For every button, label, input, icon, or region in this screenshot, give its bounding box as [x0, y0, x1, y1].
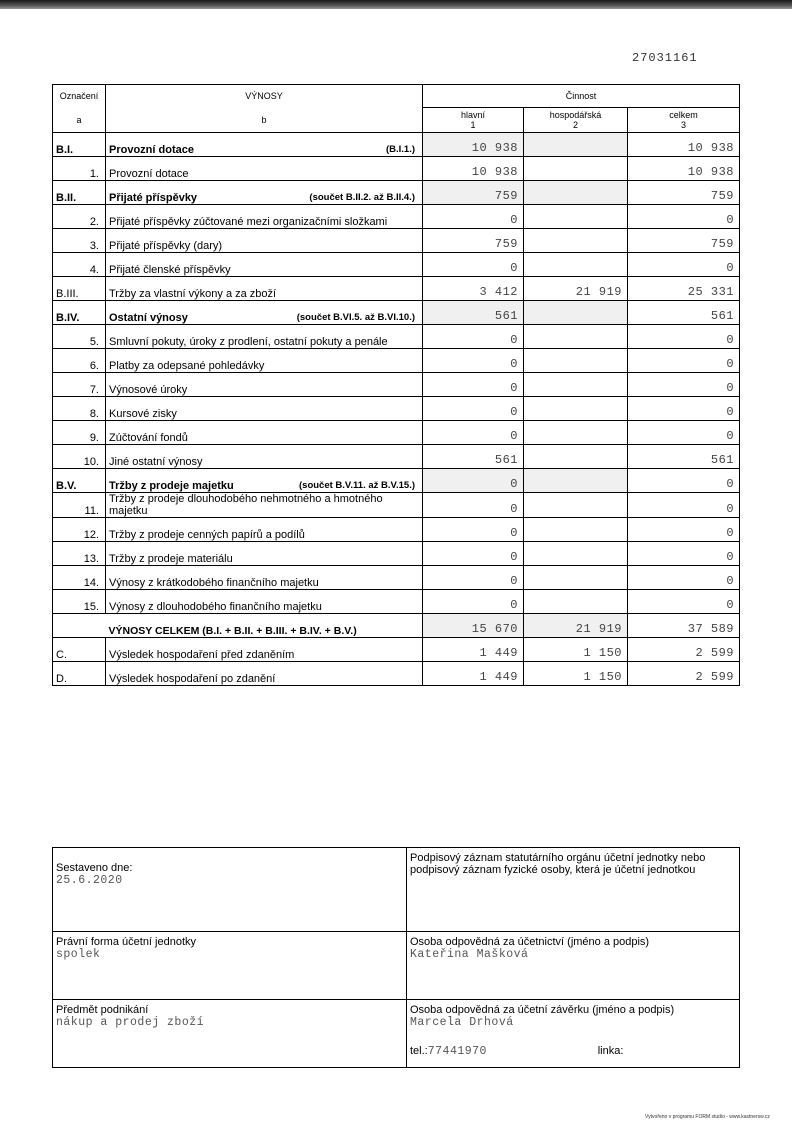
tel-value: 77441970 — [427, 1045, 487, 1058]
row-value-col2 — [524, 444, 628, 468]
row-label-cell — [106, 492, 423, 517]
row-label-cell — [106, 565, 423, 589]
row-value-col3: 0 — [628, 252, 740, 276]
table-row — [53, 444, 740, 468]
row-label-cell — [106, 324, 423, 348]
row-value-col2: 21 919 — [524, 276, 628, 300]
header-cinnost: Činnost — [423, 85, 740, 108]
row-code: 2. — [53, 204, 106, 228]
row-label: Výnosové úroky — [109, 383, 188, 396]
row-code: B.II. — [53, 180, 106, 204]
row-label: Přijaté příspěvky (dary) — [109, 239, 223, 252]
predmet-cell — [53, 1000, 407, 1068]
predmet-value: nákup a prodej zboží — [56, 1016, 205, 1029]
row-value-col2 — [524, 228, 628, 252]
row-sum-formula: (součet B.II.2. až B.II.4.) — [309, 191, 415, 203]
zaverka-label: Osoba odpovědná za účetní závěrku (jméno a podpis) — [410, 1004, 675, 1016]
row-value-col1: 759 — [423, 228, 524, 252]
table-row — [53, 661, 740, 685]
row-value-col3: 759 — [628, 180, 740, 204]
row-value-col1: 10 938 — [423, 132, 524, 156]
row-value-col1: 0 — [423, 324, 524, 348]
row-label: Platby za odepsané pohledávky — [109, 359, 265, 372]
table-row — [53, 204, 740, 228]
row-label: Tržby z prodeje cenných papírů a podílů — [109, 528, 305, 541]
row-value-col2 — [524, 180, 628, 204]
row-code: 3. — [53, 228, 106, 252]
row-value-col2 — [524, 204, 628, 228]
row-code: 8. — [53, 396, 106, 420]
row-value-col2: 1 150 — [524, 661, 628, 685]
table-row — [53, 252, 740, 276]
row-label: Výnosy z dlouhodobého finančního majetku — [109, 600, 322, 613]
row-value-col2 — [524, 156, 628, 180]
row-label-cell — [106, 276, 423, 300]
row-value-col3: 10 938 — [628, 156, 740, 180]
row-code: D. — [53, 661, 106, 685]
row-value-col1: 0 — [423, 492, 524, 517]
row-value-col1: 15 670 — [423, 613, 524, 637]
row-value-col2 — [524, 492, 628, 517]
tel-label: tel.: — [410, 1045, 428, 1057]
table-row — [53, 324, 740, 348]
row-value-col2: 21 919 — [524, 613, 628, 637]
ucetnictvi-label: Osoba odpovědná za účetnictví (jméno a podpis) — [410, 936, 650, 948]
row-label: Provozní dotace — [109, 167, 189, 180]
row-value-col2 — [524, 300, 628, 324]
row-label: Přijaté příspěvky zúčtované mezi organizačními složkami — [109, 215, 388, 228]
row-code: 1. — [53, 156, 106, 180]
linka-label: linka: — [597, 1045, 624, 1057]
row-label-cell — [106, 444, 423, 468]
row-label-cell — [106, 156, 423, 180]
row-label-cell — [106, 637, 423, 661]
row-value-col2 — [524, 396, 628, 420]
row-label-cell — [106, 541, 423, 565]
header-oznaceni: Označení — [53, 85, 106, 108]
table-row — [53, 468, 740, 492]
row-sum-formula: (součet B.VI.5. až B.VI.10.) — [296, 311, 415, 323]
row-label-cell — [106, 204, 423, 228]
header-col-1-num: 1 — [470, 119, 476, 130]
row-value-col1: 1 449 — [423, 661, 524, 685]
row-value-col1: 10 938 — [423, 156, 524, 180]
row-code: 10. — [53, 444, 106, 468]
row-sum-formula: (B.I.1.) — [385, 143, 415, 155]
row-value-col3: 0 — [628, 204, 740, 228]
header-row-1 — [53, 85, 740, 108]
table-row — [53, 613, 740, 637]
table-row — [53, 396, 740, 420]
row-label-cell — [106, 396, 423, 420]
row-value-col3: 561 — [628, 300, 740, 324]
row-value-col1: 561 — [423, 444, 524, 468]
table-row — [53, 565, 740, 589]
row-sum-formula: (součet B.V.11. až B.V.15.) — [299, 479, 415, 491]
row-code: 5. — [53, 324, 106, 348]
row-code: 15. — [53, 589, 106, 613]
header-col-3-num: 3 — [681, 119, 687, 130]
row-value-col1: 0 — [423, 252, 524, 276]
row-value-col3: 10 938 — [628, 132, 740, 156]
row-value-col2 — [524, 372, 628, 396]
row-value-col2 — [524, 132, 628, 156]
row-code: B.III. — [53, 276, 106, 300]
row-value-col3: 2 599 — [628, 661, 740, 685]
podpis-cell — [407, 848, 740, 932]
row-value-col1: 0 — [423, 396, 524, 420]
tel-line — [410, 1045, 736, 1058]
header-col-1-name: hlavní — [460, 109, 486, 120]
row-value-col3: 0 — [628, 492, 740, 517]
header-col-3-name: celkem — [669, 109, 698, 120]
zaverka-cell — [407, 1000, 740, 1068]
row-value-col1: 0 — [423, 468, 524, 492]
row-value-col2 — [524, 324, 628, 348]
signature-table — [52, 847, 740, 1068]
table-row — [53, 541, 740, 565]
row-label: Přijaté příspěvky — [109, 191, 198, 204]
row-value-col1: 0 — [423, 541, 524, 565]
credit-text: Vytvořeno v programu FORM studio - www.kastnersw.cz — [645, 1114, 770, 1120]
row-value-col2 — [524, 252, 628, 276]
table-row — [53, 276, 740, 300]
row-value-col1: 0 — [423, 420, 524, 444]
row-value-col3: 0 — [628, 372, 740, 396]
header-col-3 — [628, 108, 740, 133]
table-row — [53, 589, 740, 613]
sestaveno-value: 25.6.2020 — [56, 874, 123, 887]
row-value-col2 — [524, 468, 628, 492]
row-value-col1: 0 — [423, 372, 524, 396]
row-label-cell — [106, 180, 423, 204]
row-label: Tržby za vlastní výkony a za zboží — [109, 287, 277, 300]
header-col-1 — [423, 108, 524, 133]
row-code: C. — [53, 637, 106, 661]
row-label: Tržby z prodeje materiálu — [109, 552, 233, 565]
row-label: Výnosy z krátkodobého finančního majetku — [109, 576, 319, 589]
header-col-2-num: 2 — [572, 119, 578, 130]
table-row — [53, 228, 740, 252]
row-value-col3: 0 — [628, 517, 740, 541]
row-label-cell — [106, 613, 423, 637]
row-code: 9. — [53, 420, 106, 444]
sestaveno-label: Sestaveno dne: — [56, 862, 133, 874]
row-label: Provozní dotace — [109, 143, 194, 156]
table-row — [53, 517, 740, 541]
header-col-2-name: hospodářská — [549, 109, 602, 120]
income-table — [52, 84, 740, 686]
row-code: 6. — [53, 348, 106, 372]
row-value-col2 — [524, 541, 628, 565]
top-bar — [0, 0, 792, 9]
row-value-col1: 0 — [423, 204, 524, 228]
table-row — [53, 300, 740, 324]
row-value-col2 — [524, 348, 628, 372]
row-value-col3: 0 — [628, 324, 740, 348]
row-value-col3: 0 — [628, 565, 740, 589]
row-value-col3: 0 — [628, 420, 740, 444]
row-code: 14. — [53, 565, 106, 589]
row-value-col3: 37 589 — [628, 613, 740, 637]
row-value-col1: 1 449 — [423, 637, 524, 661]
table-row — [53, 132, 740, 156]
row-label: Smluvní pokuty, úroky z prodlení, ostatní pokuty a penále — [109, 335, 388, 348]
row-value-col1: 0 — [423, 517, 524, 541]
row-code: 11. — [53, 492, 106, 517]
row-value-col3: 2 599 — [628, 637, 740, 661]
row-code: B.I. — [53, 132, 106, 156]
row-value-col3: 25 331 — [628, 276, 740, 300]
row-label-cell — [106, 132, 423, 156]
row-value-col3: 0 — [628, 541, 740, 565]
row-value-col1: 3 412 — [423, 276, 524, 300]
row-label-cell — [106, 252, 423, 276]
row-label-cell — [106, 468, 423, 492]
row-value-col2: 1 150 — [524, 637, 628, 661]
row-label-cell — [106, 300, 423, 324]
row-value-col2 — [524, 420, 628, 444]
table-row — [53, 156, 740, 180]
row-value-col3: 0 — [628, 396, 740, 420]
table-row — [53, 420, 740, 444]
row-label-cell — [106, 372, 423, 396]
row-value-col1: 561 — [423, 300, 524, 324]
row-label-cell — [106, 661, 423, 685]
row-code: B.V. — [53, 468, 106, 492]
row-label: Zúčtování fondů — [109, 431, 188, 444]
pravni-cell — [53, 932, 407, 1000]
row-value-col3: 0 — [628, 348, 740, 372]
row-label-cell — [106, 517, 423, 541]
sestaveno-cell — [53, 848, 407, 932]
row-value-col2 — [524, 565, 628, 589]
row-value-col3: 561 — [628, 444, 740, 468]
ucetnictvi-cell — [407, 932, 740, 1000]
header-row-2 — [53, 108, 740, 133]
table-row — [53, 372, 740, 396]
ucetnictvi-value: Kateřina Mašková — [410, 948, 529, 961]
predmet-label: Předmět podnikání — [56, 1004, 149, 1016]
row-label: Tržby z prodeje dlouhodobého nehmotného a hmotného majetku — [109, 492, 383, 517]
row-label: VÝNOSY CELKEM (B.I. + B.II. + B.III. + B.IV. + B.V.) — [108, 624, 357, 637]
document-id: 27031161 — [632, 51, 698, 65]
zaverka-value: Marcela Drhová — [410, 1016, 514, 1029]
row-label-cell — [106, 228, 423, 252]
row-value-col2 — [524, 517, 628, 541]
row-code: B.IV. — [53, 300, 106, 324]
row-value-col1: 0 — [423, 348, 524, 372]
header-col-2 — [524, 108, 628, 133]
row-code — [53, 613, 106, 637]
header-col-b: b — [106, 108, 423, 133]
row-label: Výsledek hospodaření před zdaněním — [109, 648, 295, 661]
row-label-cell — [106, 348, 423, 372]
table-row — [53, 637, 740, 661]
row-value-col1: 0 — [423, 589, 524, 613]
row-label-cell — [106, 420, 423, 444]
header-vynosy: VÝNOSY — [106, 85, 423, 108]
pravni-label: Právní forma účetní jednotky — [56, 936, 197, 948]
table-row — [53, 180, 740, 204]
row-label: Jiné ostatní výnosy — [109, 455, 203, 468]
row-label-cell — [106, 589, 423, 613]
row-value-col3: 0 — [628, 468, 740, 492]
row-value-col1: 0 — [423, 565, 524, 589]
row-code: 12. — [53, 517, 106, 541]
row-code: 13. — [53, 541, 106, 565]
row-label: Ostatní výnosy — [109, 311, 188, 324]
row-code: 7. — [53, 372, 106, 396]
row-label: Tržby z prodeje majetku — [109, 479, 234, 492]
row-value-col3: 0 — [628, 589, 740, 613]
podpis-label: Podpisový záznam statutárního orgánu účetní jednotky nebo podpisový záznam fyzické osoby, která je účetní jednotkou — [410, 852, 706, 876]
row-value-col1: 759 — [423, 180, 524, 204]
row-label: Přijaté členské příspěvky — [109, 263, 231, 276]
table-row — [53, 492, 740, 517]
row-label: Výsledek hospodaření po zdanění — [109, 672, 276, 685]
row-value-col3: 759 — [628, 228, 740, 252]
table-row — [53, 348, 740, 372]
header-col-a: a — [53, 108, 106, 133]
row-code: 4. — [53, 252, 106, 276]
pravni-value: spolek — [56, 948, 101, 961]
row-value-col2 — [524, 589, 628, 613]
row-label: Kursové zisky — [109, 407, 177, 420]
